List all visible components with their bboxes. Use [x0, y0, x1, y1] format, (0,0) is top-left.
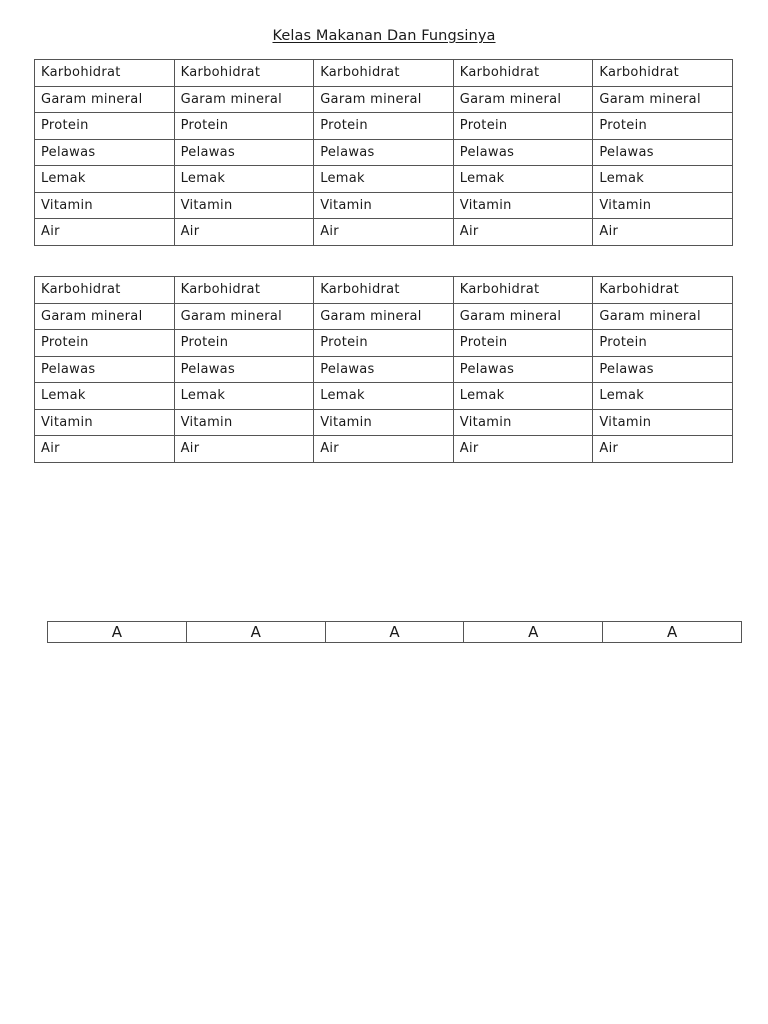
table-cell: Air — [314, 219, 454, 246]
table-cell: Protein — [314, 330, 454, 357]
table-cell: Karbohidrat — [453, 277, 593, 304]
table-cell: Pelawas — [174, 139, 314, 166]
table-cell: Vitamin — [35, 409, 175, 436]
table-cell: Protein — [593, 113, 733, 140]
table-row — [35, 166, 733, 193]
table-cell: Protein — [174, 330, 314, 357]
table-cell: Karbohidrat — [453, 60, 593, 87]
table-row — [35, 409, 733, 436]
letter-cell: A — [325, 622, 464, 643]
letter-cell: A — [464, 622, 603, 643]
table-cell: Garam mineral — [174, 303, 314, 330]
table-cell: Garam mineral — [453, 303, 593, 330]
document-title: Kelas Makanan Dan Fungsinya — [272, 28, 496, 44]
table-cell: Karbohidrat — [35, 60, 175, 87]
table-cell: Karbohidrat — [174, 60, 314, 87]
table-cell: Vitamin — [453, 409, 593, 436]
table-cell: Pelawas — [314, 139, 454, 166]
table-row — [35, 113, 733, 140]
table-cell: Pelawas — [35, 139, 175, 166]
table-cell: Garam mineral — [314, 303, 454, 330]
table-cell: Karbohidrat — [314, 60, 454, 87]
letter-strip-table — [47, 621, 742, 643]
food-class-table-1 — [34, 59, 733, 246]
table-cell: Garam mineral — [593, 303, 733, 330]
table-cell: Vitamin — [593, 192, 733, 219]
table-cell: Garam mineral — [35, 303, 175, 330]
table-row — [35, 219, 733, 246]
table-row — [35, 86, 733, 113]
table-cell: Karbohidrat — [593, 60, 733, 87]
table-row — [35, 60, 733, 87]
table-cell: Pelawas — [174, 356, 314, 383]
table-cell: Lemak — [593, 166, 733, 193]
table-cell: Protein — [35, 113, 175, 140]
table-cell: Garam mineral — [35, 86, 175, 113]
letter-cell: A — [603, 622, 742, 643]
table-cell: Garam mineral — [453, 86, 593, 113]
table-cell: Lemak — [35, 383, 175, 410]
table-row — [35, 356, 733, 383]
table-row — [35, 436, 733, 463]
table-cell: Air — [593, 436, 733, 463]
table-cell: Pelawas — [453, 139, 593, 166]
table-cell: Air — [453, 436, 593, 463]
table-cell: Lemak — [314, 383, 454, 410]
table-cell: Air — [174, 219, 314, 246]
table-cell: Vitamin — [453, 192, 593, 219]
table-cell: Karbohidrat — [35, 277, 175, 304]
table-cell: Vitamin — [314, 409, 454, 436]
letter-cell: A — [186, 622, 325, 643]
table-cell: Protein — [174, 113, 314, 140]
table-cell: Vitamin — [314, 192, 454, 219]
table-cell: Garam mineral — [593, 86, 733, 113]
table-cell: Vitamin — [174, 409, 314, 436]
table-cell: Pelawas — [314, 356, 454, 383]
table-cell: Vitamin — [35, 192, 175, 219]
table-row — [35, 192, 733, 219]
table-cell: Vitamin — [174, 192, 314, 219]
table-cell: Karbohidrat — [174, 277, 314, 304]
table-cell: Pelawas — [453, 356, 593, 383]
table-cell: Protein — [314, 113, 454, 140]
table-row — [35, 139, 733, 166]
table-cell: Protein — [453, 330, 593, 357]
table-cell: Pelawas — [35, 356, 175, 383]
table-cell: Protein — [35, 330, 175, 357]
table-row — [35, 330, 733, 357]
table-cell: Air — [593, 219, 733, 246]
table-cell: Air — [174, 436, 314, 463]
food-class-table-2 — [34, 276, 733, 463]
table-row — [35, 303, 733, 330]
table-cell: Karbohidrat — [593, 277, 733, 304]
table-cell: Protein — [453, 113, 593, 140]
table-cell: Pelawas — [593, 356, 733, 383]
table-row — [48, 622, 742, 643]
table-cell: Lemak — [174, 383, 314, 410]
table-cell: Garam mineral — [314, 86, 454, 113]
table-cell: Garam mineral — [174, 86, 314, 113]
table-cell: Air — [35, 436, 175, 463]
table-cell: Lemak — [453, 383, 593, 410]
table-row — [35, 383, 733, 410]
table-cell: Lemak — [453, 166, 593, 193]
table-cell: Lemak — [314, 166, 454, 193]
table-cell: Pelawas — [593, 139, 733, 166]
table-cell: Air — [314, 436, 454, 463]
table-cell: Lemak — [593, 383, 733, 410]
table-cell: Karbohidrat — [314, 277, 454, 304]
table-cell: Lemak — [35, 166, 175, 193]
table-cell: Air — [35, 219, 175, 246]
table-cell: Lemak — [174, 166, 314, 193]
table-cell: Air — [453, 219, 593, 246]
table-cell: Protein — [593, 330, 733, 357]
letter-cell: A — [48, 622, 187, 643]
table-row — [35, 277, 733, 304]
table-cell: Vitamin — [593, 409, 733, 436]
